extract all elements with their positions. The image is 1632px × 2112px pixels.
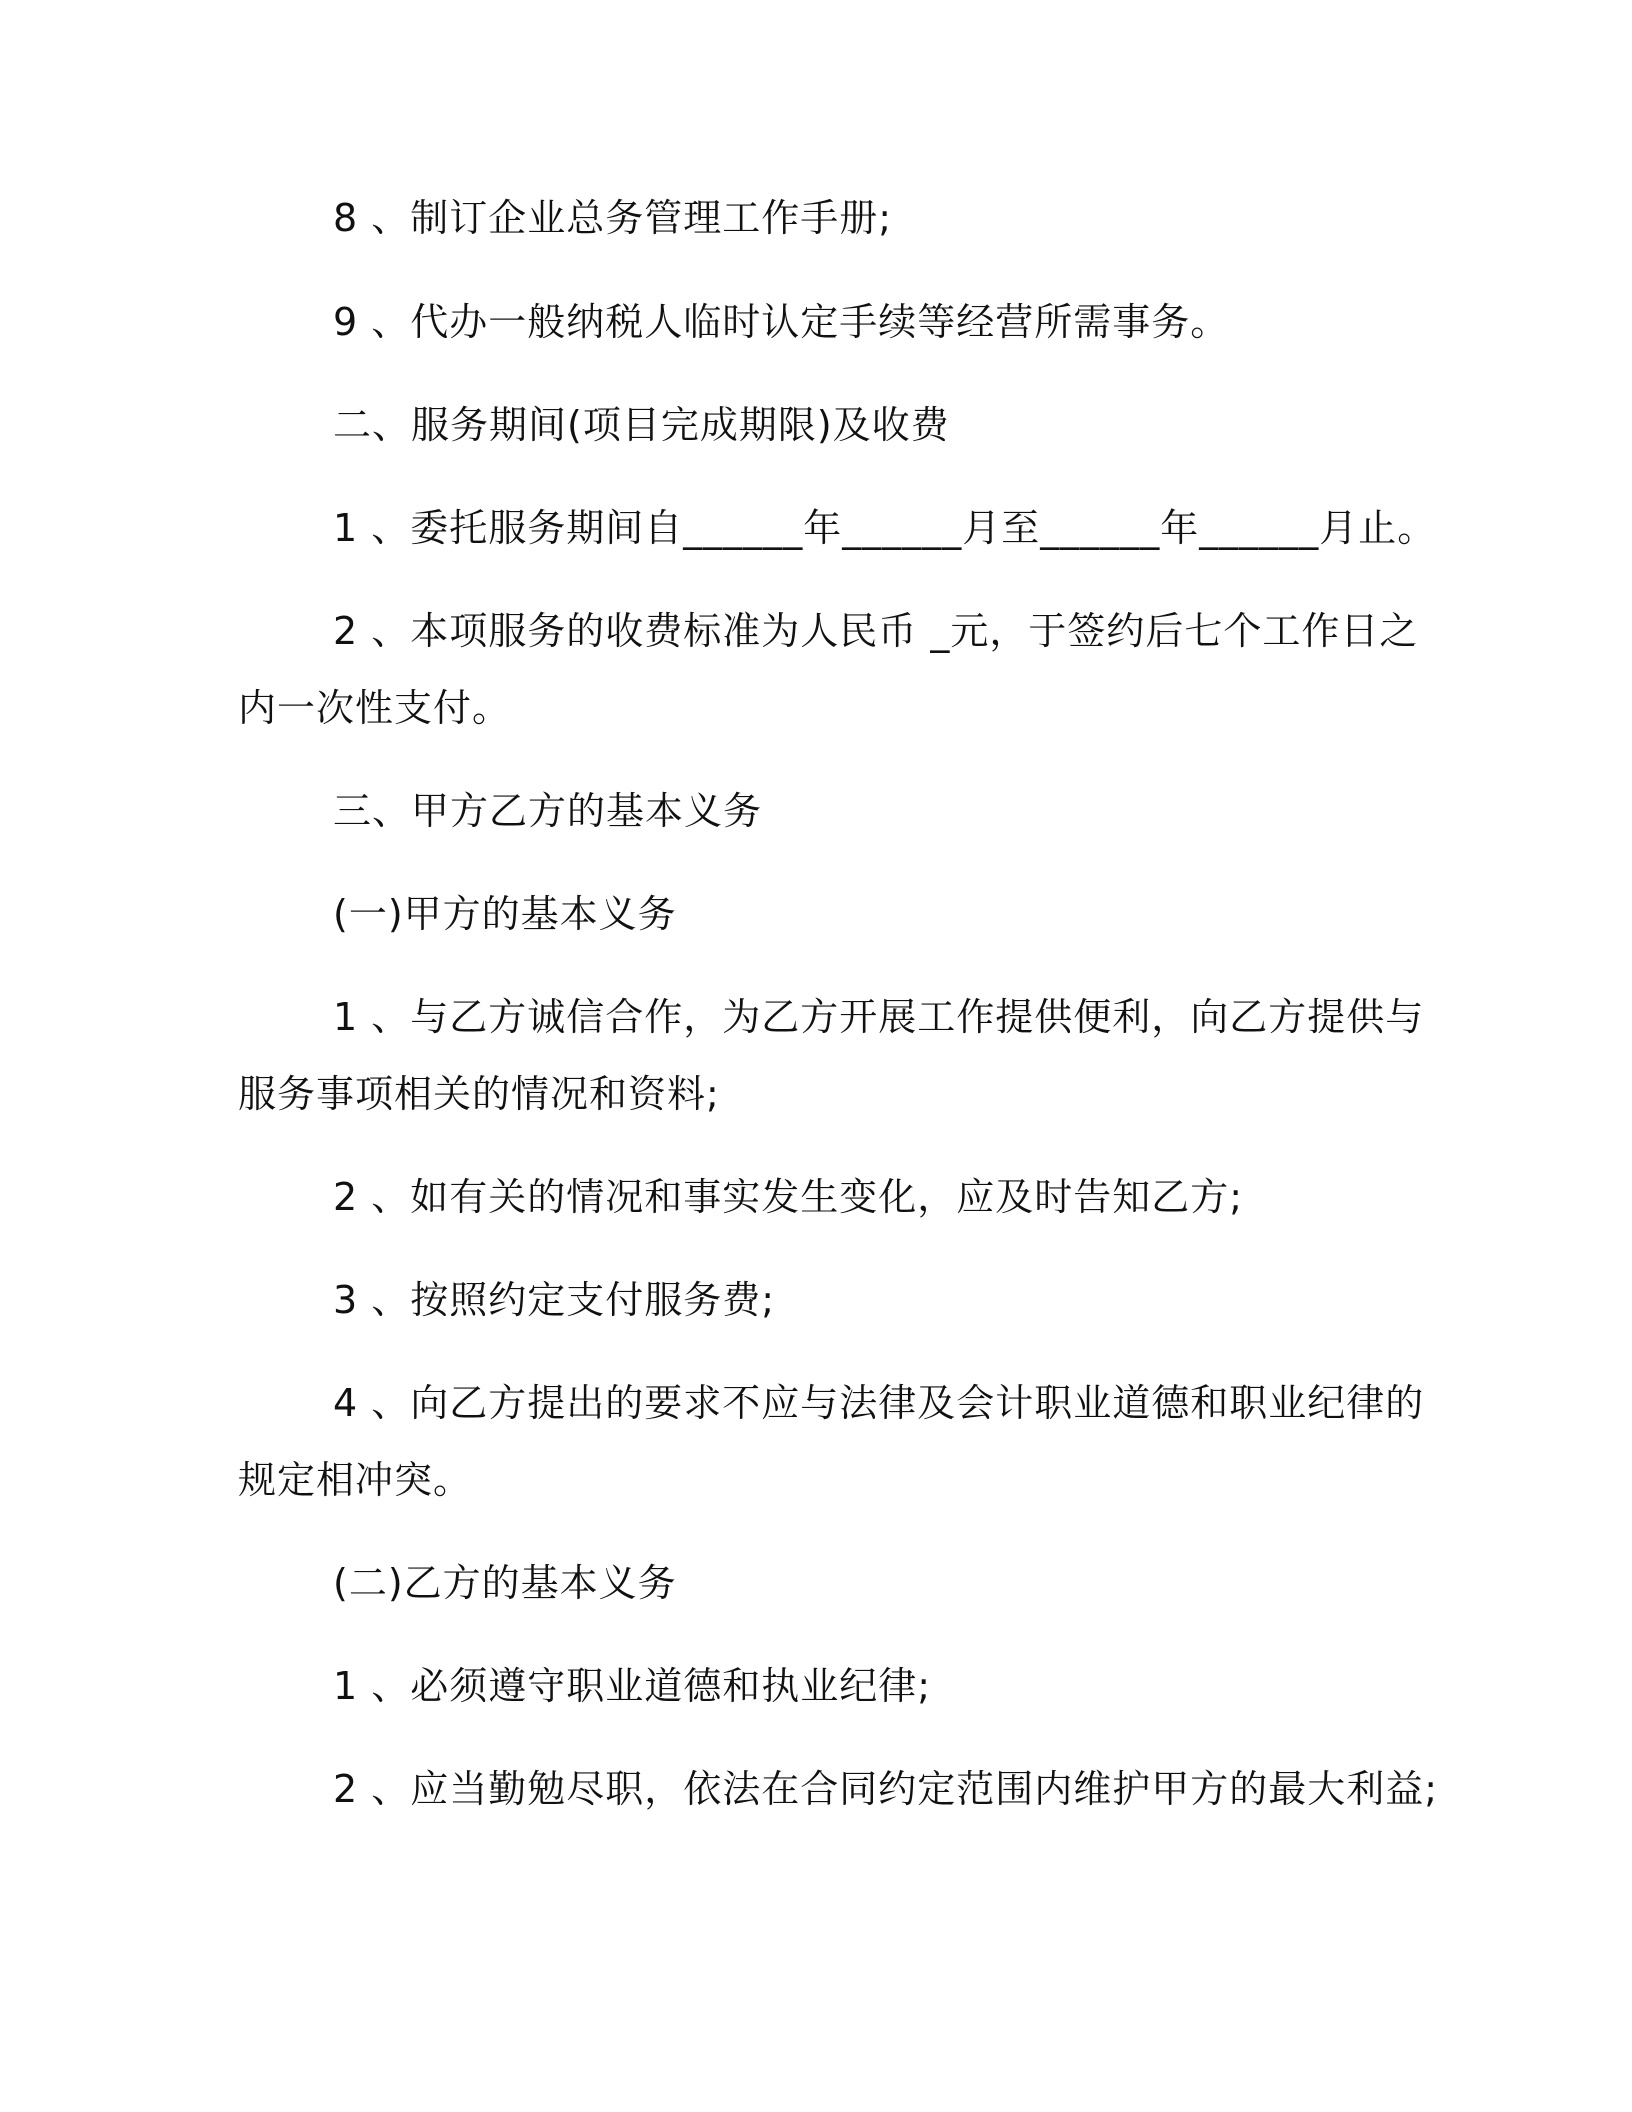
party-a-duty-2: 2 、如有关的情况和事实发生变化，应及时告知乙方;	[333, 1175, 1244, 1219]
item-9-text: 9 、代办一般纳税人临时认定手续等经营所需事务。	[333, 300, 1230, 344]
party-a-duty-3: 3 、按照约定支付服务费;	[333, 1278, 776, 1322]
party-a-duty-1-cont: 服务事项相关的情况和资料;	[238, 1072, 720, 1116]
party-a-duty-4: 4 、向乙方提出的要求不应与法律及会计职业道德和职业纪律的	[333, 1381, 1425, 1425]
fee-standard-text: 2 、本项服务的收费标准为人民币 _元，于签约后七个工作日之	[333, 609, 1419, 653]
section-2-heading: 二、服务期间(项目完成期限)及收费	[333, 403, 950, 447]
party-b-duty-2: 2 、应当勤勉尽职，依法在合同约定范围内维护甲方的最大利益;	[333, 1767, 1439, 1811]
party-a-duty-1: 1 、与乙方诚信合作，为乙方开展工作提供便利，向乙方提供与	[333, 995, 1425, 1039]
party-b-duty-1: 1 、必须遵守职业道德和执业纪律;	[333, 1664, 932, 1708]
party-b-subheading: (二)乙方的基本义务	[333, 1561, 677, 1605]
party-a-duty-4-cont: 规定相冲突。	[238, 1458, 473, 1502]
party-a-subheading: (一)甲方的基本义务	[333, 892, 677, 936]
section-3-heading: 三、甲方乙方的基本义务	[333, 789, 763, 833]
service-period-text: 1 、委托服务期间自______年______月至______年______月止。	[333, 506, 1437, 550]
fee-standard-text-cont: 内一次性支付。	[238, 686, 512, 730]
item-8-text: 8 、制订企业总务管理工作手册;	[333, 196, 893, 240]
